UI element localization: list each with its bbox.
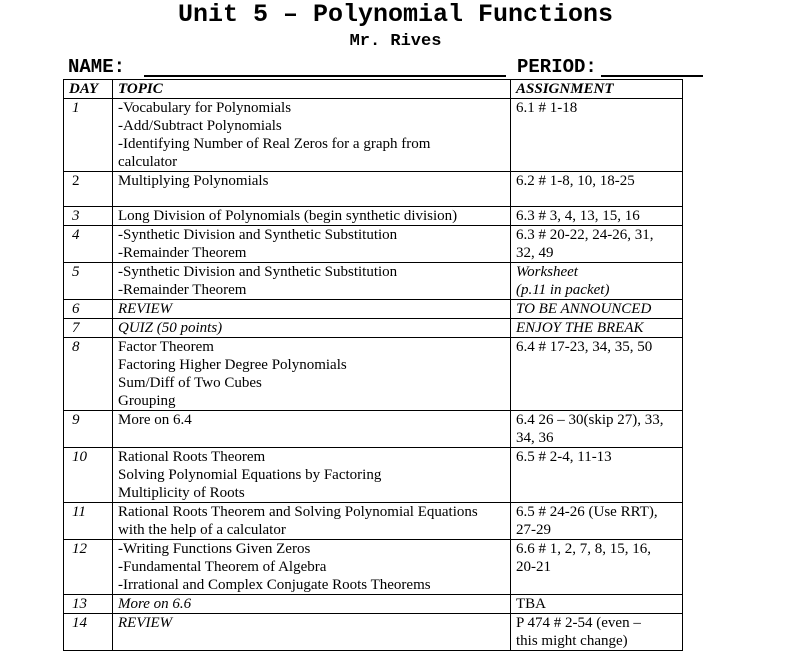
assignment-cell — [511, 99, 683, 172]
assignment-cell — [511, 172, 683, 207]
topic-line: -Irrational and Complex Conjugate Roots Theorems — [118, 577, 431, 593]
topic-cell — [113, 411, 511, 448]
assignment-line: 6.3 # 3, 4, 13, 15, 16 — [516, 208, 640, 224]
assignment-cell — [511, 207, 683, 226]
topic-line: Long Division of Polynomials (begin synthetic division) — [118, 208, 458, 224]
table-row — [64, 319, 683, 338]
topic-line: REVIEW — [118, 615, 173, 631]
assignment-line: 6.5 # 2-4, 11-13 — [516, 449, 612, 465]
table-row — [64, 99, 683, 172]
topic-line: -Remainder Theorem — [118, 282, 247, 298]
topic-cell — [113, 172, 511, 207]
topic-line: -Add/Subtract Polynomials — [118, 118, 282, 134]
assignment-line: TBA — [516, 596, 546, 612]
assignment-line: P 474 # 2-54 (even – — [516, 615, 641, 631]
assignment-cell — [511, 319, 683, 338]
assignment-line: Worksheet — [516, 264, 578, 280]
assignment-line: 6.3 # 20-22, 24-26, 31, — [516, 227, 654, 243]
day-cell: 3 — [64, 207, 113, 226]
topic-line: -Vocabulary for Polynomials — [118, 100, 292, 116]
topic-line: -Identifying Number of Real Zeros for a graph from — [118, 136, 431, 152]
topic-cell — [113, 595, 511, 614]
topic-line: -Synthetic Division and Synthetic Substitution — [118, 264, 398, 280]
assignment-line: 32, 49 — [516, 245, 554, 261]
assignment-line: 6.6 # 1, 2, 7, 8, 15, 16, — [516, 541, 651, 557]
table-row — [64, 300, 683, 319]
day-cell: 4 — [64, 226, 113, 263]
assignment-cell — [511, 448, 683, 503]
table-row — [64, 540, 683, 595]
topic-cell — [113, 338, 511, 411]
assignment-line: 6.1 # 1-18 — [516, 100, 578, 116]
topic-cell — [113, 263, 511, 300]
topic-line: Solving Polynomial Equations by Factoring — [118, 467, 382, 483]
assignment-line: 6.4 # 17-23, 34, 35, 50 — [516, 339, 653, 355]
assignment-cell — [511, 338, 683, 411]
topic-line: Sum/Diff of Two Cubes — [118, 375, 262, 391]
assignment-line: 6.2 # 1-8, 10, 18-25 — [516, 173, 635, 189]
topic-line: calculator — [118, 154, 178, 170]
assignment-line: 6.5 # 24-26 (Use RRT), — [516, 504, 658, 520]
topic-line: -Remainder Theorem — [118, 245, 247, 261]
assignment-line: this might change) — [516, 633, 628, 649]
name-blank-line — [144, 75, 506, 77]
topic-cell — [113, 540, 511, 595]
topic-cell — [113, 99, 511, 172]
day-cell: 6 — [64, 300, 113, 319]
teacher-name: Mr. Rives — [349, 32, 442, 51]
day-cell: 9 — [64, 411, 113, 448]
topic-line: Multiplying Polynomials — [118, 173, 269, 189]
topic-line: -Fundamental Theorem of Algebra — [118, 559, 327, 575]
topic-line: Multiplicity of Roots — [118, 485, 245, 501]
table-header-row — [64, 80, 683, 99]
name-period-row — [68, 55, 708, 79]
assignment-cell — [511, 503, 683, 540]
day-cell: 13 — [64, 595, 113, 614]
day-cell: 14 — [64, 614, 113, 651]
assignment-cell — [511, 595, 683, 614]
day-cell: 1 — [64, 99, 113, 172]
assignment-cell — [511, 226, 683, 263]
topic-cell — [113, 503, 511, 540]
topic-line: QUIZ (50 points) — [118, 320, 223, 336]
assignment-line: 27-29 — [516, 522, 551, 538]
topic-cell — [113, 448, 511, 503]
assignment-line: 20-21 — [516, 559, 551, 575]
day-cell: 10 — [64, 448, 113, 503]
period-blank-line — [601, 75, 703, 77]
topic-cell — [113, 300, 511, 319]
assignment-cell — [511, 300, 683, 319]
day-cell: 11 — [64, 503, 113, 540]
topic-cell — [113, 226, 511, 263]
assignment-line: (p.11 in packet) — [516, 282, 610, 298]
table-row — [64, 226, 683, 263]
document-title: Unit 5 – Polynomial Functions — [177, 0, 614, 29]
table-row — [64, 411, 683, 448]
assignment-line: 34, 36 — [516, 430, 554, 446]
table-row — [64, 207, 683, 226]
column-header-assignment: ASSIGNMENT — [511, 80, 683, 99]
day-cell: 7 — [64, 319, 113, 338]
name-label: NAME: — [68, 56, 126, 78]
assignment-cell — [511, 614, 683, 651]
topic-cell — [113, 319, 511, 338]
column-header-topic: TOPIC — [113, 80, 511, 99]
day-cell: 8 — [64, 338, 113, 411]
topic-line: More on 6.4 — [118, 412, 192, 428]
topic-cell — [113, 614, 511, 651]
topic-line: Factor Theorem — [118, 339, 214, 355]
topic-line: with the help of a calculator — [118, 522, 286, 538]
column-header-day: DAY — [64, 80, 113, 99]
assignment-line: TO BE ANNOUNCED — [516, 301, 652, 317]
assignment-line: 6.4 26 – 30(skip 27), 33, — [516, 412, 664, 428]
topic-line: Rational Roots Theorem and Solving Polynomial Equations — [118, 504, 478, 520]
topic-line: Rational Roots Theorem — [118, 449, 266, 465]
topic-line: Factoring Higher Degree Polynomials — [118, 357, 347, 373]
assignment-cell — [511, 263, 683, 300]
day-cell: 2 — [64, 172, 113, 207]
period-label: PERIOD: — [517, 56, 597, 78]
topic-line: More on 6.6 — [118, 596, 192, 612]
table-row — [64, 614, 683, 651]
assignment-cell — [511, 540, 683, 595]
topic-cell — [113, 207, 511, 226]
table-row — [64, 595, 683, 614]
topic-line: -Synthetic Division and Synthetic Substitution — [118, 227, 398, 243]
day-cell: 5 — [64, 263, 113, 300]
assignment-line: ENJOY THE BREAK — [516, 320, 644, 336]
day-cell: 12 — [64, 540, 113, 595]
topic-line: Grouping — [118, 393, 176, 409]
table-row — [64, 338, 683, 411]
schedule-table — [63, 79, 683, 651]
topic-line: REVIEW — [118, 301, 173, 317]
assignment-cell — [511, 411, 683, 448]
table-row — [64, 503, 683, 540]
table-row — [64, 263, 683, 300]
topic-line: -Writing Functions Given Zeros — [118, 541, 311, 557]
table-row — [64, 172, 683, 207]
table-row — [64, 448, 683, 503]
